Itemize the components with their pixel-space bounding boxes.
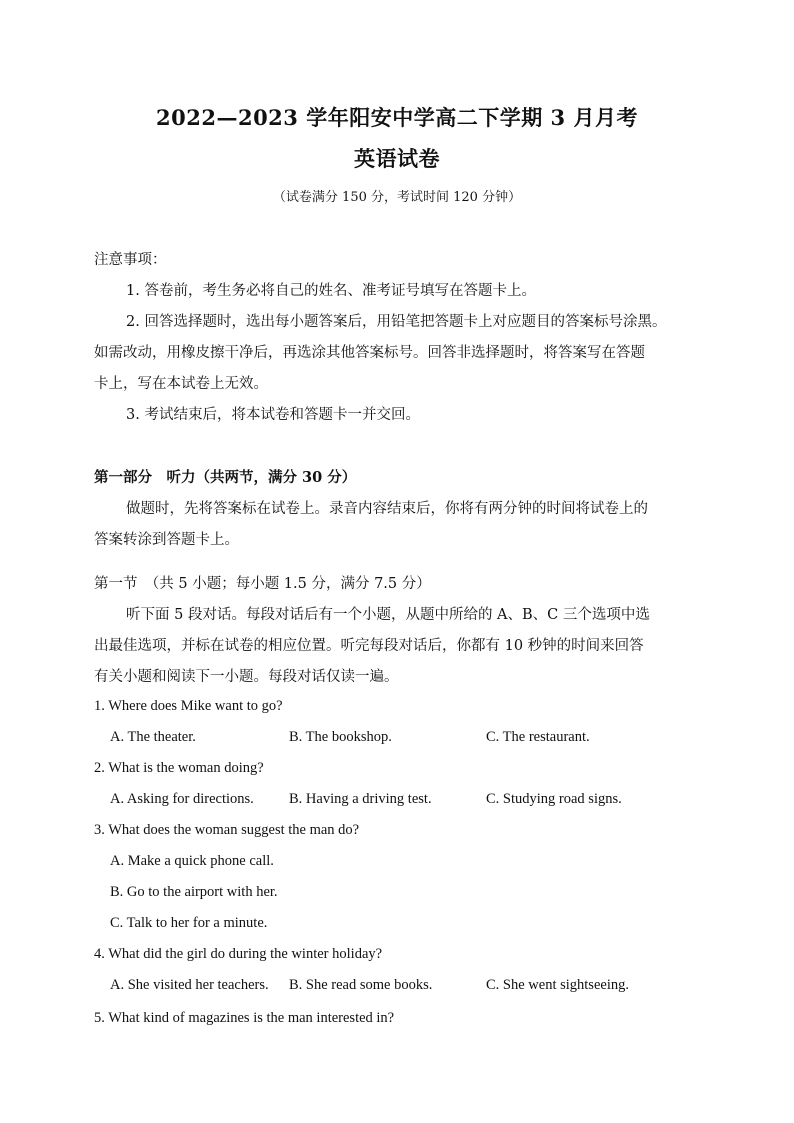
q2-option-b: B. Having a driving test.	[289, 791, 432, 807]
question-5: 5. What kind of magazines is the man interested in?	[94, 1010, 395, 1026]
question-1: 1. Where does Mike want to go?	[94, 698, 283, 714]
q1-option-a: A. The theater.	[110, 729, 196, 745]
part1-intro-cont: 答案转涂到答题卡上。	[94, 532, 239, 548]
notice-item-2-cont: 如需改动，用橡皮擦干净后，再选涂其他答案标号。回答非选择题时，将答案写在答题	[94, 345, 645, 361]
q2-option-c: C. Studying road signs.	[486, 791, 622, 807]
section1-instr-cont: 出最佳选项，并标在试卷的相应位置。听完每段对话后，你都有 10 秒钟的时间来回答	[94, 638, 644, 654]
q3-option-a: A. Make a quick phone call.	[110, 853, 274, 869]
q4-option-c: C. She went sightseeing.	[486, 977, 629, 993]
q4-option-a: A. She visited her teachers.	[110, 977, 269, 993]
notice-heading: 注意事项：	[94, 252, 167, 268]
notice-item-1: 1. 答卷前，考生务必将自己的姓名、准考证号填写在答题卡上。	[126, 283, 536, 299]
section1-instr: 听下面 5 段对话。每段对话后有一个小题，从题中所给的 A、B、C 三个选项中选	[126, 607, 650, 623]
q4-option-b: B. She read some books.	[289, 977, 433, 993]
q1-option-c: C. The restaurant.	[486, 729, 590, 745]
section1-instr-end: 有关小题和阅读下一小题。每段对话仅读一遍。	[94, 669, 399, 685]
section1-heading: 第一节 （共 5 小题；每小题 1.5 分，满分 7.5 分）	[94, 576, 431, 592]
exam-note: （试卷满分 150 分，考试时间 120 分钟）	[272, 190, 522, 205]
q3-option-c: C. Talk to her for a minute.	[110, 915, 268, 931]
notice-item-2-end: 卡上，写在本试卷上无效。	[94, 376, 268, 392]
exam-title: 2022—2023 学年阳安中学高二下学期 3 月月考	[156, 105, 638, 130]
q3-option-b: B. Go to the airport with her.	[110, 884, 278, 900]
exam-subject: 英语试卷	[354, 146, 440, 171]
question-4: 4. What did the girl do during the winter holiday?	[94, 946, 383, 962]
notice-item-3: 3. 考试结束后，将本试卷和答题卡一并交回。	[126, 407, 420, 423]
part1-intro: 做题时，先将答案标在试卷上。录音内容结束后，你将有两分钟的时间将试卷上的	[126, 501, 648, 517]
q1-option-b: B. The bookshop.	[289, 729, 392, 745]
part1-heading: 第一部分 听力（共两节，满分 30 分）	[94, 469, 357, 486]
notice-item-2: 2. 回答选择题时，选出每小题答案后，用铅笔把答题卡上对应题目的答案标号涂黑。	[126, 314, 667, 330]
question-3: 3. What does the woman suggest the man do?	[94, 822, 360, 838]
question-2: 2. What is the woman doing?	[94, 760, 264, 776]
q2-option-a: A. Asking for directions.	[110, 791, 254, 807]
